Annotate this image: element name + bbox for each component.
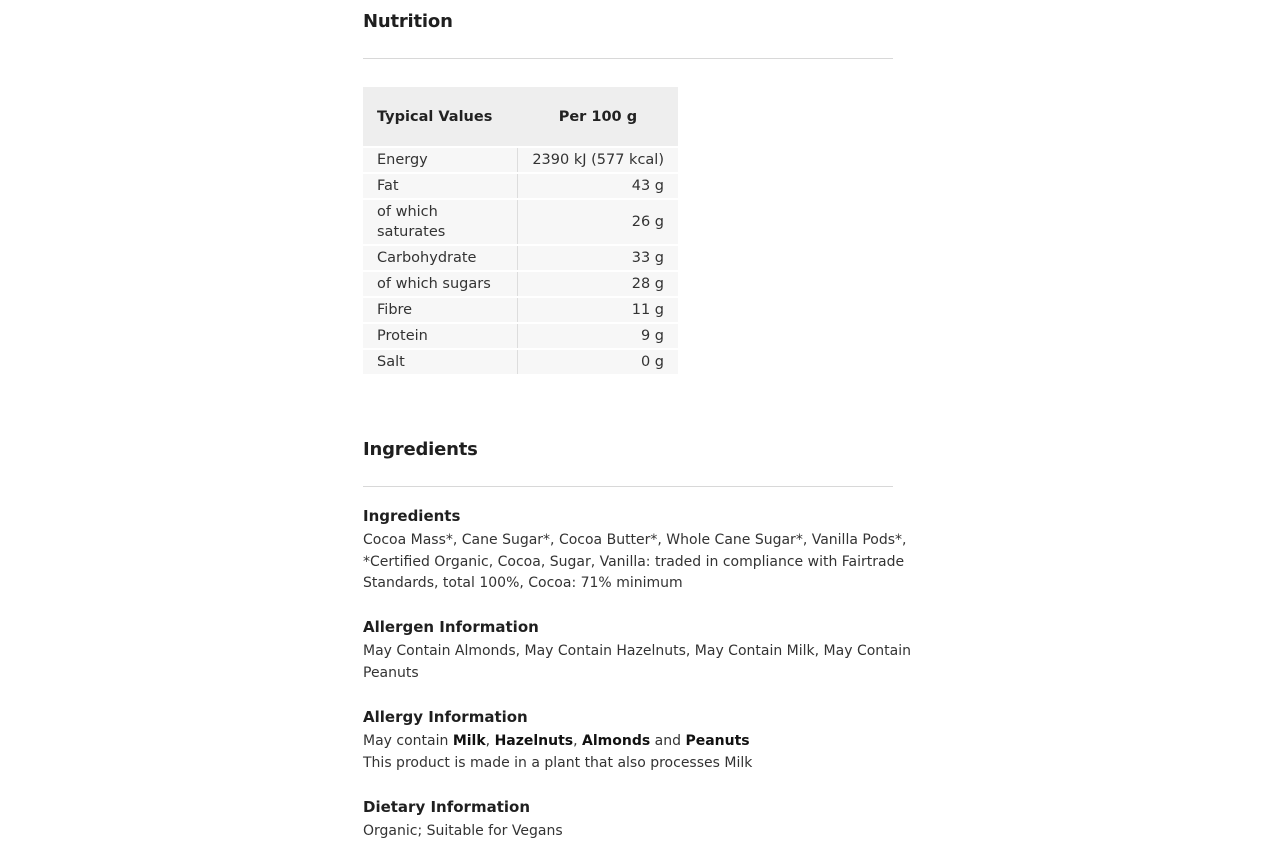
nutrient-label: Carbohydrate <box>363 245 518 271</box>
allergy-separator: and <box>650 733 686 749</box>
dietary-block <box>363 798 928 843</box>
ingredients-block <box>363 507 928 595</box>
per-100g-header: Per 100 g <box>518 87 678 147</box>
ingredients-text: Cocoa Mass*, Cane Sugar*, Cocoa Butter*, Whole Cane Sugar*, Vanilla Pods*, *Certified Organic, Cocoa, Sugar, Vanilla: traded in compliance with Fairtrade Standards, total 100%, Cocoa: 71% minimum <box>363 532 907 591</box>
nutrient-label: Fibre <box>363 297 518 323</box>
ingredients-divider <box>363 486 893 487</box>
nutrient-label: Energy <box>363 147 518 173</box>
allergy-heading: Allergy Information <box>363 708 528 726</box>
allergy-almonds: Almonds <box>582 733 651 749</box>
nutrient-value: 33 g <box>518 245 678 271</box>
allergen-text: May Contain Almonds, May Contain Hazelnuts, May Contain Milk, May Contain Peanuts <box>363 643 911 681</box>
table-row <box>363 245 678 271</box>
nutrient-label: Protein <box>363 323 518 349</box>
nutrient-value: 26 g <box>518 199 678 245</box>
allergy-line-1 <box>363 731 928 753</box>
table-row <box>363 199 678 245</box>
nutrient-label: Salt <box>363 349 518 374</box>
allergy-hazelnuts: Hazelnuts <box>494 733 574 749</box>
nutrient-value: 2390 kJ (577 kcal) <box>518 147 678 173</box>
nutrition-table <box>363 87 678 374</box>
nutrient-value: 9 g <box>518 323 678 349</box>
nutrition-divider <box>363 58 893 59</box>
nutrition-header-row <box>363 87 678 147</box>
allergy-separator: , <box>485 733 495 749</box>
nutrient-label: of which saturates <box>363 199 518 245</box>
allergen-block <box>363 618 928 684</box>
nutrition-title: Nutrition <box>363 11 453 32</box>
nutrient-value: 0 g <box>518 349 678 374</box>
allergy-separator: , <box>573 733 583 749</box>
table-row <box>363 349 678 374</box>
allergy-prefix: May contain <box>363 733 453 749</box>
allergy-line-2: This product is made in a plant that also processes Milk <box>363 754 753 771</box>
nutrient-value: 43 g <box>518 173 678 199</box>
nutrient-value: 11 g <box>518 297 678 323</box>
table-row <box>363 173 678 199</box>
allergy-peanuts: Peanuts <box>685 733 750 749</box>
ingredients-heading: Ingredients <box>363 507 461 525</box>
nutrient-label: of which sugars <box>363 271 518 297</box>
typical-values-header: Typical Values <box>363 87 518 147</box>
nutrient-value: 28 g <box>518 271 678 297</box>
nutrient-label: Fat <box>363 173 518 199</box>
allergy-milk: Milk <box>452 733 486 749</box>
ingredients-title: Ingredients <box>363 439 478 460</box>
dietary-heading: Dietary Information <box>363 798 530 816</box>
table-row <box>363 297 678 323</box>
allergen-heading: Allergen Information <box>363 618 539 636</box>
dietary-text: Organic; Suitable for Vegans <box>363 823 563 839</box>
table-row <box>363 323 678 349</box>
table-row <box>363 271 678 297</box>
table-row <box>363 147 678 173</box>
allergy-block <box>363 708 928 774</box>
